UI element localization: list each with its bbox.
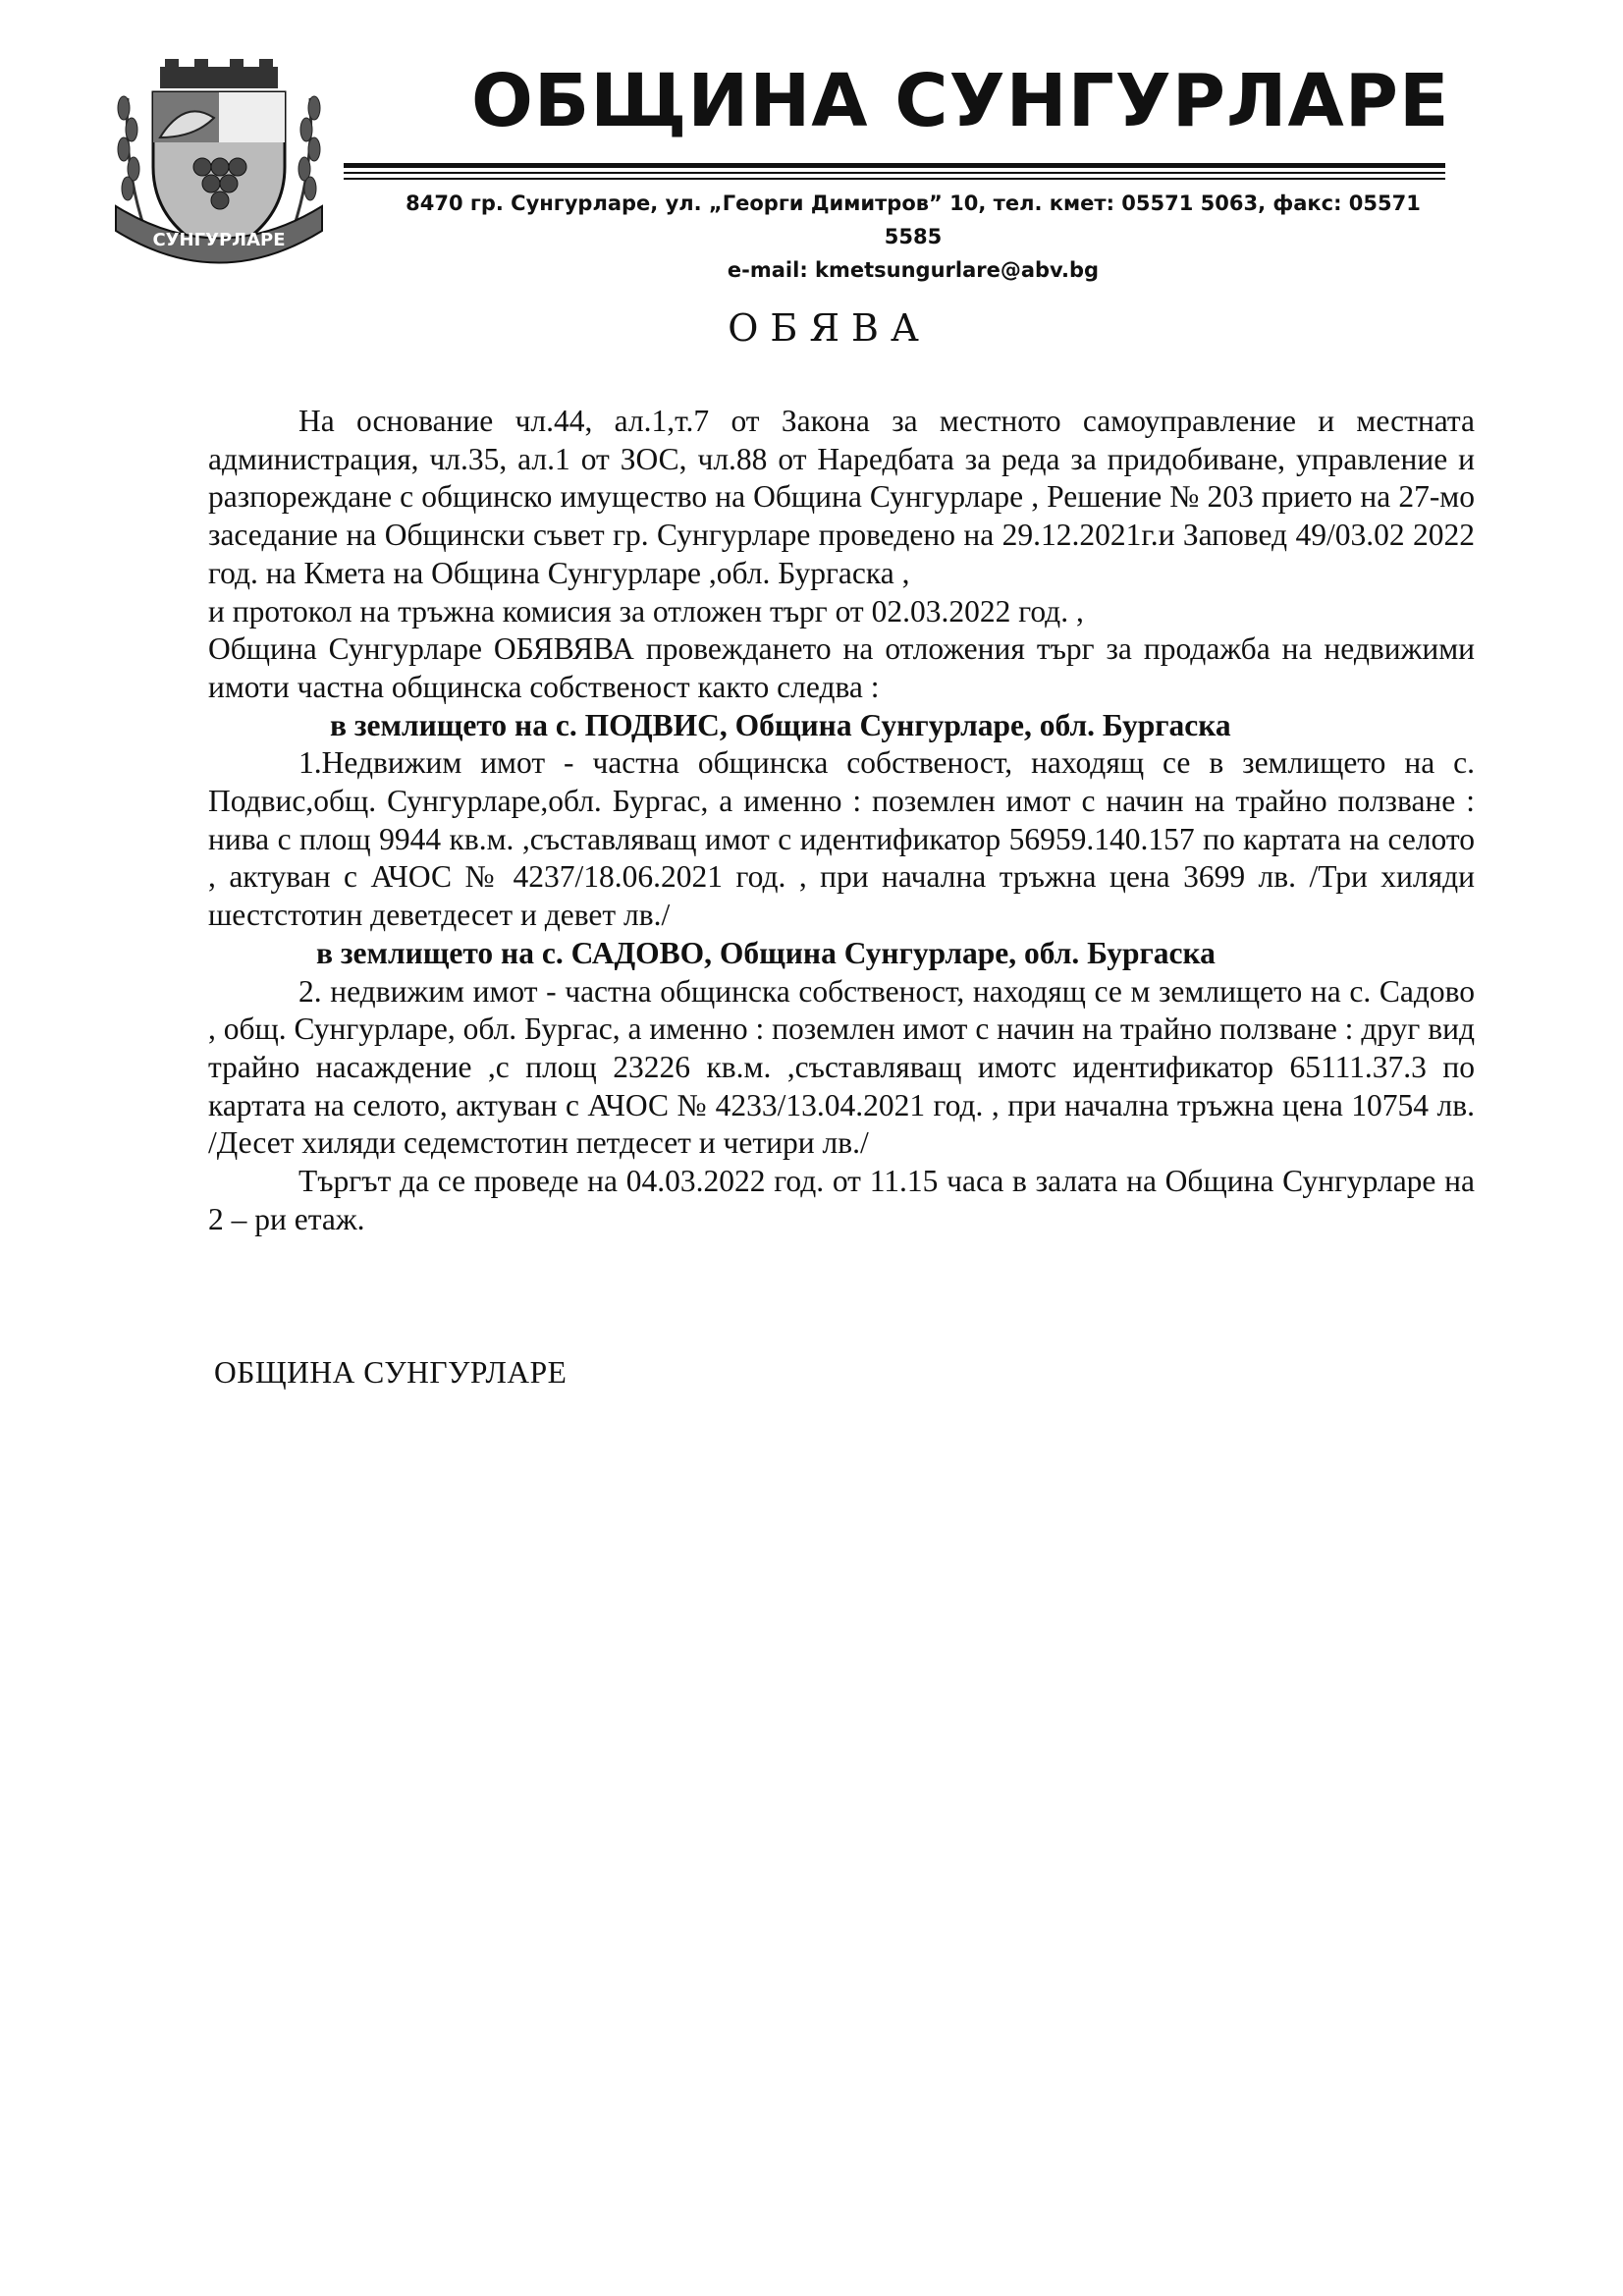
- closing-signature: ОБЩИНА СУНГУРЛАРЕ: [214, 1355, 568, 1390]
- document-title: ОБЯВА: [728, 306, 931, 350]
- address-line: 8470 гр. Сунгурларе, ул. „Георги Димитров” 10, тел. кмет: 05571 5063, факс: 05571 5585: [406, 191, 1421, 248]
- announcement-paragraph: Община Сунгурларе ОБЯВЯВА провеждането на отложения търг за продажба на недвижими имоти частна общинска собственост както следва :: [208, 631, 1475, 704]
- property-item-1: 1.Недвижим имот - частна общинска собственост, находящ се в землището на с. Подвис,общ. Сунгурларе,обл. Бургас, а именно : поземлен имот с начин на трайно ползване : нива с площ 9944 кв.м. ,съставляващ имот с идентификатор 56959.140.157 по картата на селото , актуван с АЧОС № 4237/18.06.2021 год. , при начална тръжна цена 3699 лв. /Три хиляди шестстотин деветдесет и девет лв./: [208, 745, 1475, 933]
- contact-block: [383, 187, 1443, 287]
- email-line: e-mail: kmetsungurlare@abv.bg: [727, 258, 1100, 282]
- document-body: [208, 403, 1475, 1238]
- legal-basis-paragraph: На основание чл.44, ал.1,т.7 от Закона за местното самоуправление и местната администрация, чл.35, ал.1 от ЗОС, чл.88 от Наредбата за реда за придобиване, управление и разпореждане с общинско имущество на Община Сунгурларе , Решение № 203 прието на 27-мо заседание на Общински съвет гр. Сунгурларе проведено на 29.12.2021г.и Заповед 49/03.02 2022 год. на Кмета на Община Сунгурларе ,обл. Бургаска ,: [208, 404, 1475, 590]
- section-heading-sadovo: в землището на с. САДОВО, Община Сунгурларе, обл. Бургаска: [316, 935, 1216, 970]
- section-heading-podvis: в землището на с. ПОДВИС, Община Сунгурларе, обл. Бургаска: [330, 707, 1231, 742]
- auction-info-paragraph: Търгът да се проведе на 04.03.2022 год. от 11.15 часа в залата на Община Сунгурларе на 2 – ри етаж.: [208, 1164, 1475, 1236]
- crest-ribbon-text: СУНГУРЛАРЕ: [152, 230, 286, 250]
- municipality-name: ОБЩИНА СУНГУРЛАРЕ: [471, 59, 1450, 143]
- protocol-line: и протокол на тръжна комисия за отложен търг от 02.03.2022 год. ,: [208, 593, 1084, 629]
- municipality-crest-icon: [106, 59, 332, 275]
- property-item-2: 2. недвижим имот - частна общинска собственост, находящ се м землището на с. Садово , общ. Сунгурларе, обл. Бургас, а именно : поземлен имот с начин на трайно ползване : друг вид трайно насаждение ,с площ 23226 кв.м. ,съставляващ имотс идентификатор 65111.37.3 по картата на селото, актуван с АЧОС № 4233/13.04.2021 год. , при начална тръжна цена 10754 лв. /Десет хиляди седемстотин петдесет и четири лв./: [208, 973, 1475, 1161]
